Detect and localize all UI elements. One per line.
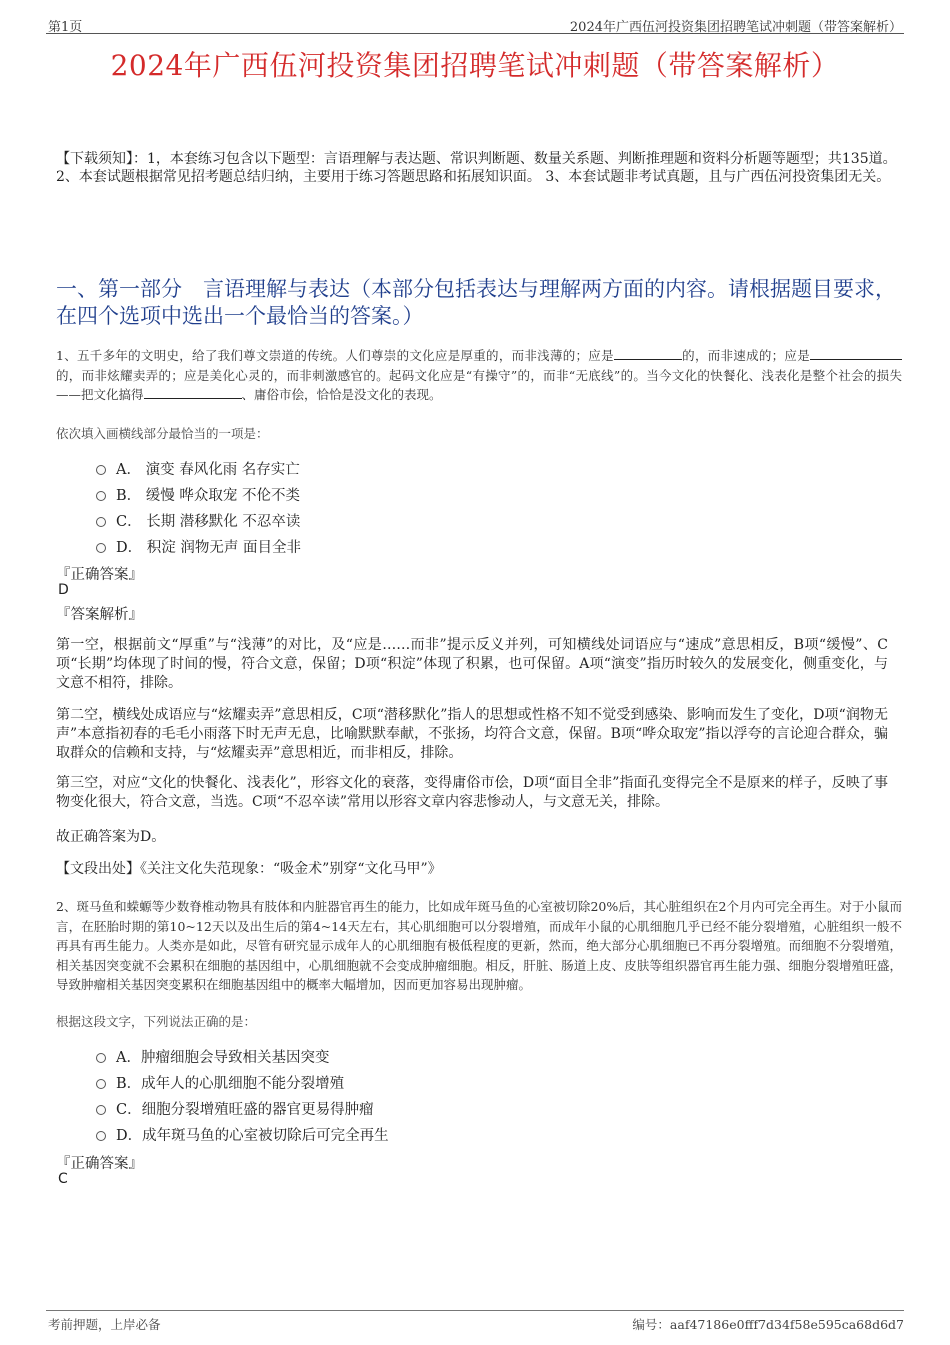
question-1-analysis-2: 第二空，横线处成语应与“炫耀卖弄”意思相反，C项“潜移默化”指人的思想或性格不知不觉受到感染、影响而发生了变化，D项“润物无声”本意指初春的毛毛小雨落下时无声无息，比喻默默奉献，不张扬，均符合文意，保留。B项“哗众取宠”指以浮夸的言论迎合群众，骗取群众的信赖和支持，与“炫耀卖弄”意思相近，而非相反，排除。 bbox=[56, 707, 888, 761]
question-1-analysis-label: 『答案解析』 bbox=[56, 607, 143, 623]
option-label: B． 缓慢 哗众取宠 不伦不类 bbox=[116, 488, 300, 504]
question-1-analysis-1: 第一空，根据前文“厚重”与“浅薄”的对比，及“应是……而非”提示反义并列，可知横线处词语应与“速成”意思相反，B项“缓慢”、C项“长期”均体现了时间的慢，符合文意，保留；D项“积淀”体现了积累，也可保留。A项“演变”指历时较久的发展变化，侧重变化，与文意不相符，排除。 bbox=[56, 637, 888, 691]
question-1-text-part1: 1、五千多年的文明史，给了我们尊文崇道的传统。人们尊崇的文化应是厚重的，而非浅薄的；应是 bbox=[56, 348, 614, 363]
question-2-prompt: 根据这段文字，下列说法正确的是： bbox=[56, 1014, 257, 1029]
question-1-option-b[interactable] bbox=[96, 484, 300, 505]
running-header-title: 2024年广西伍河投资集团招聘笔试冲刺题（带答案解析） bbox=[569, 20, 902, 35]
question-1-text-part4: 、庸俗市侩，恰恰是没文化的表现。 bbox=[241, 387, 442, 403]
question-1-option-a[interactable] bbox=[96, 458, 300, 479]
radio-icon[interactable] bbox=[96, 1053, 106, 1063]
radio-icon[interactable] bbox=[96, 491, 106, 501]
option-label: A．肿瘤细胞会导致相关基因突变 bbox=[116, 1050, 330, 1066]
question-1-text-part3: 的，而非炫耀卖弄的；应是美化心灵的，而非刺激感官的。起码文化应是“有操守”的，而非“无底线”的。当今文化的快餐化、浅表化是整个社会的损失——把文化搞得 bbox=[56, 367, 902, 403]
option-label: C．细胞分裂增殖旺盛的器官更易得肿瘤 bbox=[116, 1102, 374, 1118]
radio-icon[interactable] bbox=[96, 1079, 106, 1089]
question-2-answer: C bbox=[58, 1171, 68, 1187]
question-1-option-c[interactable] bbox=[96, 510, 300, 531]
question-1-analysis-3: 第三空，对应“文化的快餐化、浅表化”，形容文化的衰落，变得庸俗市侩，D项“面目全非”指面孔变得完全不是原来的样子，反映了事物变化很大，符合文意，当选。C项“不忍卒读”常用以形容文章内容悲惨动人，与文意无关，排除。 bbox=[56, 775, 888, 810]
option-label: D． 积淀 润物无声 面目全非 bbox=[116, 540, 301, 556]
question-2-stem: 2、斑马鱼和蝾螈等少数脊椎动物具有肢体和内脏器官再生的能力，比如成年斑马鱼的心室被切除20%后，其心脏组织在2个月内可完全再生。对于小鼠而言，在胚胎时期的第10~12天以及出生后的第4~14天左右，其心肌细胞可以分裂增殖，而成年小鼠的心肌细胞几乎已经不能分裂增殖，心脏组织一般不再具有再生能力。人类亦是如此，尽管有研究显示成年人的心肌细胞有极低程度的更新，然而，绝大部分心肌细胞已不再分裂增殖。而细胞不分裂增殖，相关基因突变就不会累积在细胞的基因组中，心肌细胞就不会变成肿瘤细胞。相反，肝脏、肠道上皮、皮肤等组织器官再生能力强、细胞分裂增殖旺盛，导致肿瘤相关基因突变累积在细胞基因组中的概率大幅增加，因而更加容易出现肿瘤。 bbox=[56, 899, 902, 993]
question-1-blank-3 bbox=[144, 387, 242, 399]
section-heading: 一、第一部分 言语理解与表达（本部分包括表达与理解两方面的内容。请根据题目要求，在四个选项中选出一个最恰当的答案。） bbox=[56, 277, 896, 328]
question-1-conclusion: 故正确答案为D。 bbox=[56, 829, 166, 845]
question-1-answer: D bbox=[58, 582, 69, 598]
download-notice: 【下载须知】：1，本套练习包含以下题型：言语理解与表达题、常识判断题、数量关系题、判断推理题和资料分析题等题型；共135道。 2、本套试题根据常见招考题总结归纳，主要用于练习答题思路和拓展知识面。 3、本套试题非考试真题，且与广西伍河投资集团无关。 bbox=[56, 151, 897, 185]
question-1-answer-label: 『正确答案』 bbox=[56, 567, 143, 583]
question-2-option-c[interactable] bbox=[96, 1098, 374, 1119]
option-label: D．成年斑马鱼的心室被切除后可完全再生 bbox=[116, 1128, 389, 1144]
document-serial-number: 编号：aaf47186e0fff7d34f58e595ca68d6d7 bbox=[632, 1317, 904, 1332]
header-divider bbox=[46, 33, 904, 34]
page-number: 第1页 bbox=[48, 20, 83, 35]
question-2-option-b[interactable] bbox=[96, 1072, 344, 1093]
question-1-text-part2: 的，而非速成的；应是 bbox=[681, 348, 810, 363]
document-title: 2024年广西伍河投资集团招聘笔试冲刺题（带答案解析） bbox=[110, 49, 840, 82]
option-label: A． 演变 春风化雨 名存实亡 bbox=[116, 462, 300, 478]
radio-icon[interactable] bbox=[96, 1131, 106, 1141]
footer-slogan: 考前押题，上岸必备 bbox=[48, 1317, 161, 1332]
question-2-answer-label: 『正确答案』 bbox=[56, 1156, 143, 1172]
question-1-blank-1 bbox=[614, 348, 682, 360]
radio-icon[interactable] bbox=[96, 517, 106, 527]
question-1-blank-2 bbox=[810, 348, 902, 360]
radio-icon[interactable] bbox=[96, 465, 106, 475]
option-label: B．成年人的心肌细胞不能分裂增殖 bbox=[116, 1076, 345, 1092]
question-1-option-d[interactable] bbox=[96, 536, 301, 557]
question-2-option-d[interactable] bbox=[96, 1124, 389, 1145]
question-1-source: 【文段出处】《关注文化失范现象：“吸金术”别穿“文化马甲”》 bbox=[56, 861, 442, 877]
option-label: C． 长期 潜移默化 不忍卒读 bbox=[116, 514, 301, 530]
question-1-stem bbox=[56, 346, 902, 405]
footer-divider bbox=[46, 1310, 904, 1311]
question-2-option-a[interactable] bbox=[96, 1046, 329, 1067]
radio-icon[interactable] bbox=[96, 543, 106, 553]
radio-icon[interactable] bbox=[96, 1105, 106, 1115]
question-1-prompt: 依次填入画横线部分最恰当的一项是： bbox=[56, 426, 269, 441]
